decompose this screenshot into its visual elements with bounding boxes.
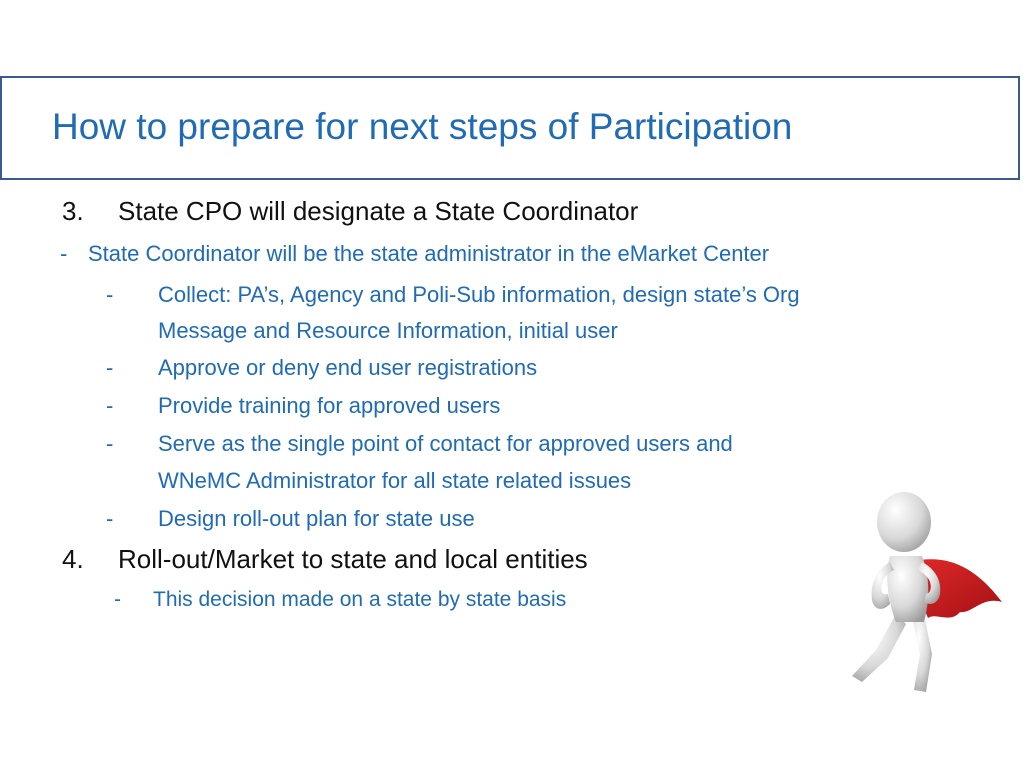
item-4-sub-dash: -	[114, 588, 121, 611]
bullet-dash: -	[106, 506, 114, 531]
item-4-number: 4.	[62, 544, 84, 574]
item-4-sub-text: This decision made on a state by state basis	[153, 588, 567, 611]
bullet-design: Design roll-out plan for state use	[158, 506, 475, 531]
bullet-collect-line2: Message and Resource Information, initial user	[158, 318, 618, 343]
item-3-sub-text: State Coordinator will be the state administrator in the eMarket Center	[88, 241, 770, 266]
bullet-training: Provide training for approved users	[158, 393, 501, 418]
bullet-dash: -	[106, 393, 114, 418]
item-4-text: Roll-out/Market to state and local entities	[118, 544, 588, 574]
bullet-dash: -	[106, 355, 114, 380]
item-3-number: 3.	[62, 196, 84, 226]
bullet-dash: -	[106, 431, 114, 456]
slide-title: How to prepare for next steps of Participation	[52, 106, 793, 147]
bullet-approve: Approve or deny end user registrations	[158, 355, 538, 380]
bullet-collect-line1: Collect: PA’s, Agency and Poli-Sub information, design state’s Org	[158, 282, 800, 307]
item-3-text: State CPO will designate a State Coordinator	[118, 196, 639, 226]
bullet-contact-line2: WNeMC Administrator for all state related issues	[158, 468, 632, 493]
bullet-dash: -	[106, 282, 114, 307]
item-3-sub-dash: -	[60, 241, 68, 266]
bullet-contact-line1: Serve as the single point of contact for approved users and	[158, 431, 733, 456]
superhero-stick-figure-icon	[832, 484, 1004, 696]
